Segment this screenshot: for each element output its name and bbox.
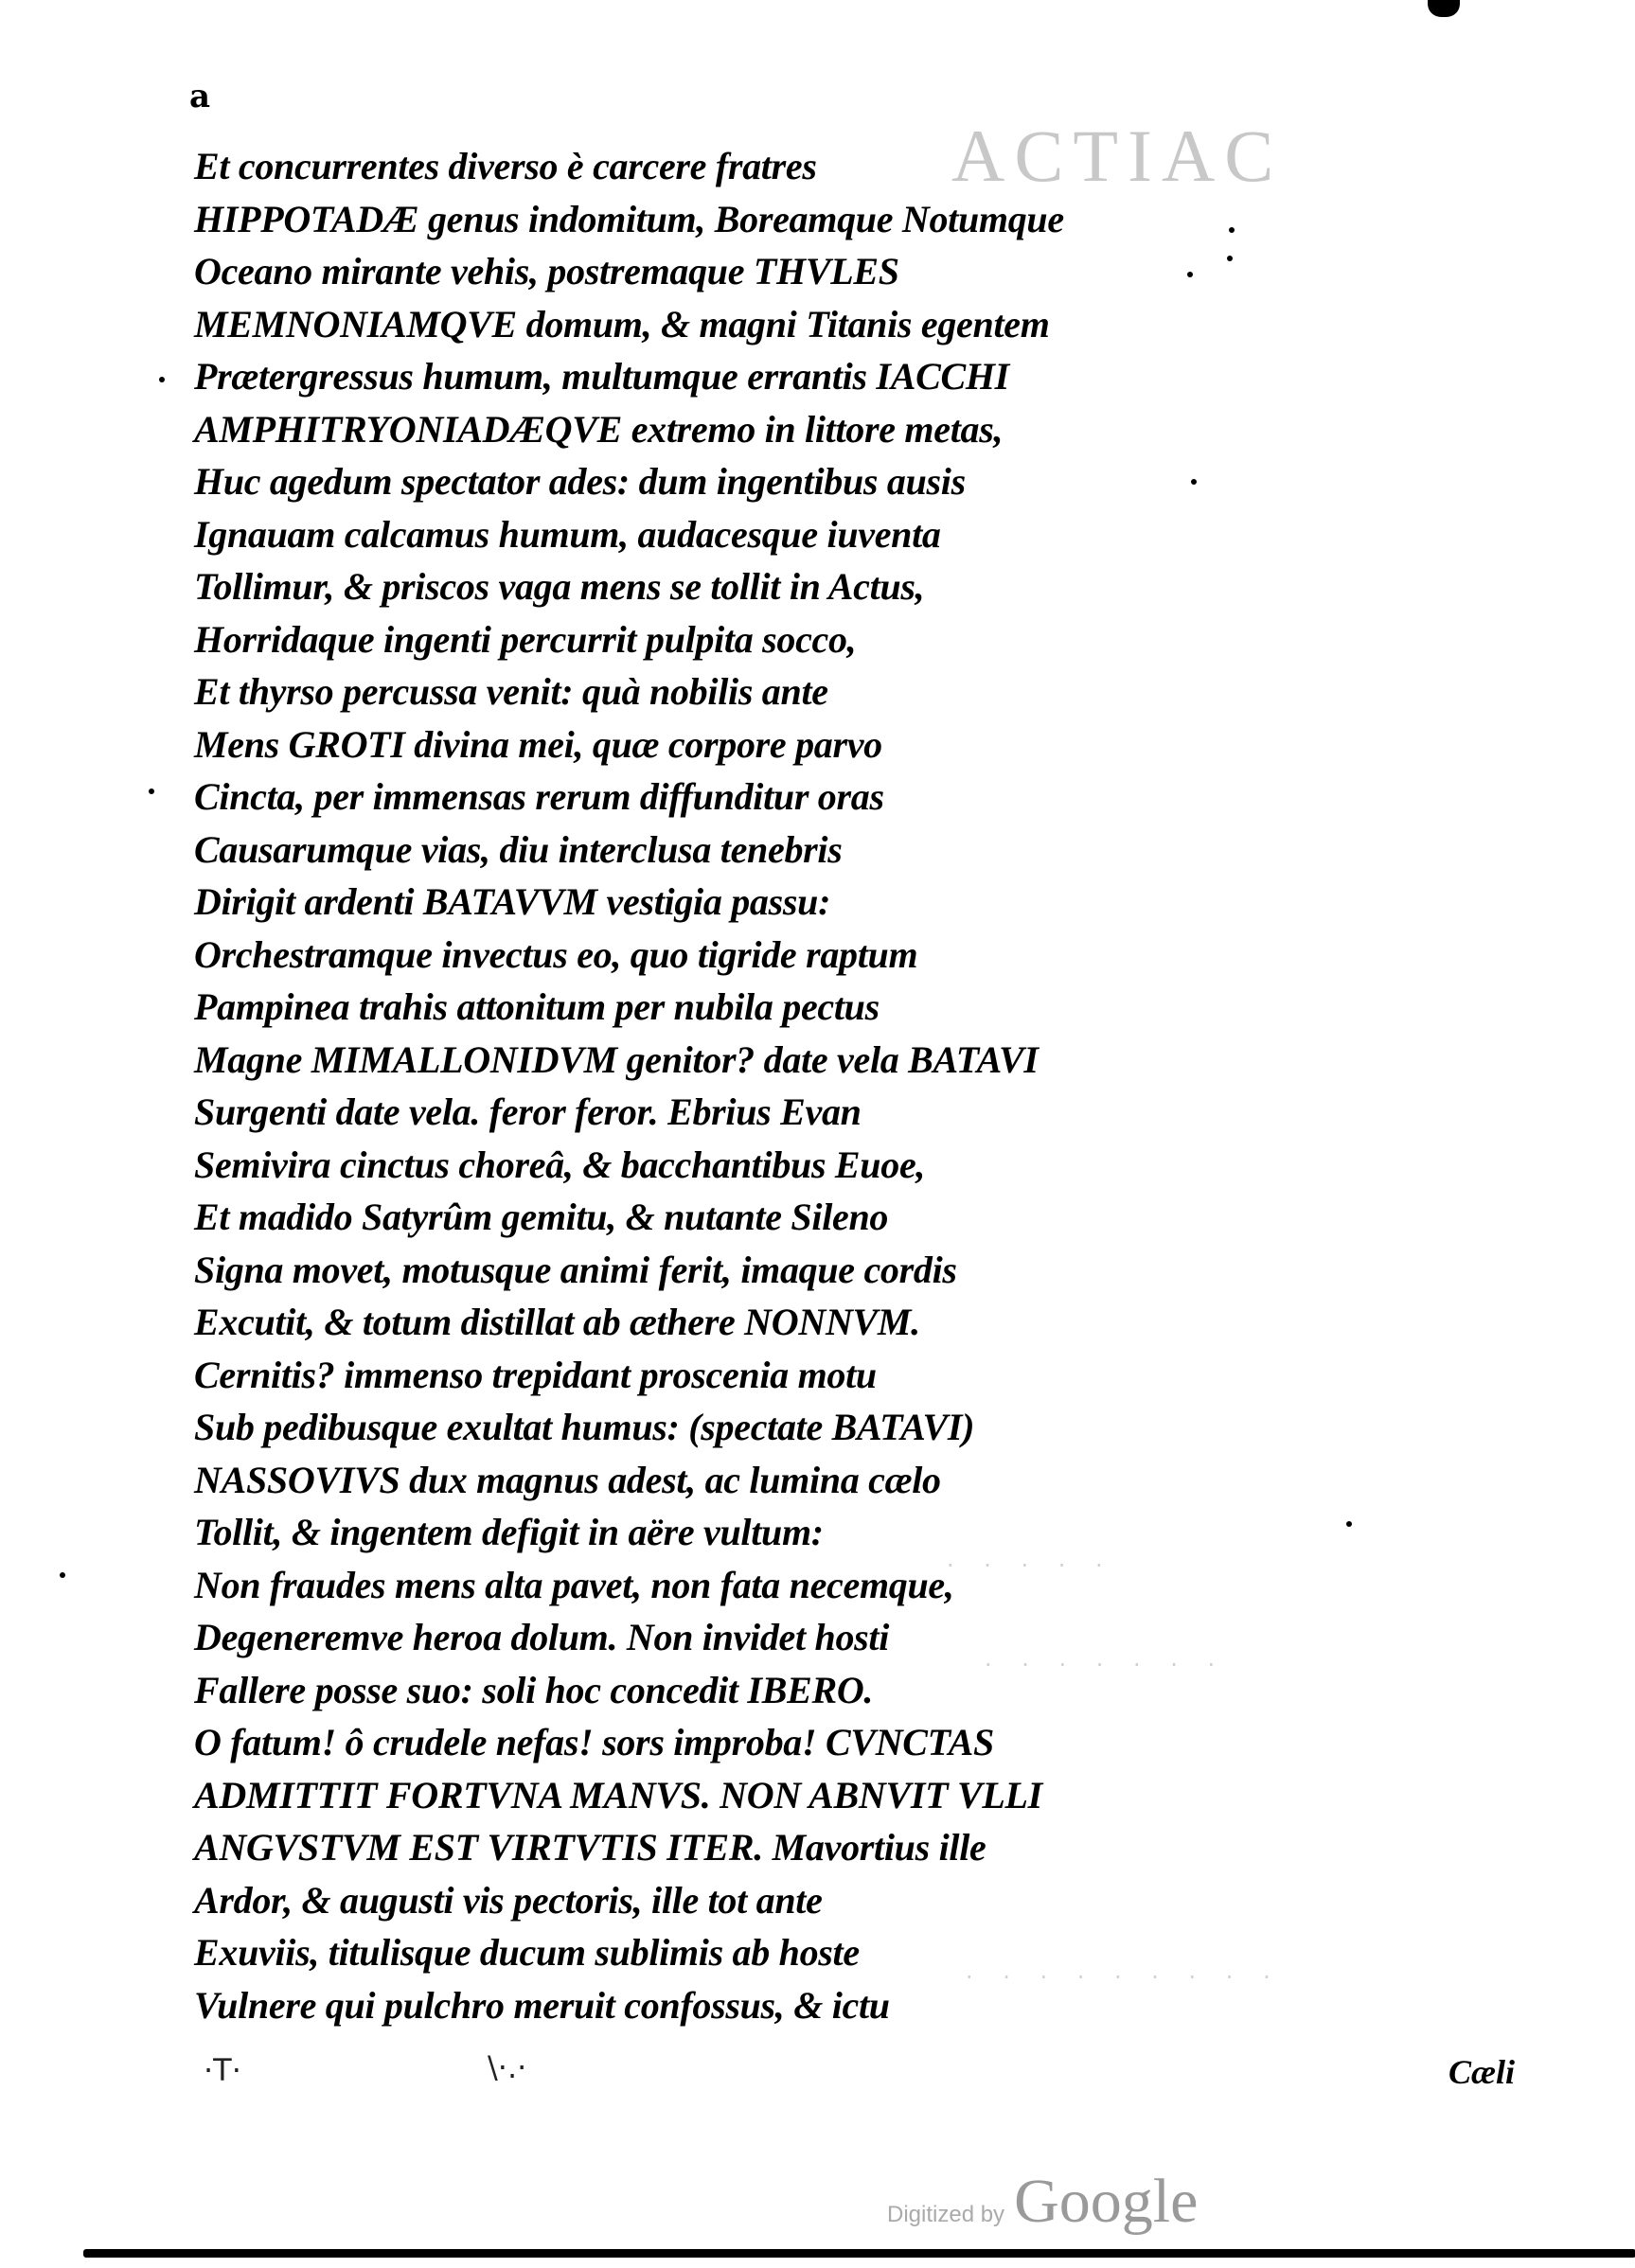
poem-line: Ignauam calcamus humum, audacesque iuventa: [194, 512, 941, 556]
poem-line: Signa movet, motusque animi ferit, imaque cordis: [194, 1248, 957, 1291]
poem-line: HIPPOTADÆ genus indomitum, Boreamque Notumque: [194, 197, 1064, 240]
ink-speck: [1346, 1521, 1352, 1527]
scan-edge-rule: [83, 2249, 1635, 2258]
margin-specks: ·T·: [204, 2052, 241, 2088]
poem-text: [194, 140, 1198, 2031]
poem-line: Causarumque vias, diu interclusa tenebris: [194, 827, 843, 871]
poem-line: Dirigit ardenti BATAVVM vestigia passu:: [194, 880, 831, 923]
poem-line: MEMNONIAMQVE domum, & magni Titanis egentem: [194, 302, 1050, 346]
faint-bleed: · · · · ·: [947, 1552, 1114, 1579]
poem-line: ANGVSTVM EST VIRTVTIS ITER. Mavortius ille: [194, 1826, 986, 1869]
poem-line: Et concurrentes diverso è carcere fratres: [194, 145, 817, 187]
digitized-watermark: [887, 2166, 1198, 2238]
poem-line: O fatum! ô crudele nefas! sors improba! CVNCTAS: [194, 1721, 994, 1763]
bleed-through-text: ACTIAC: [951, 115, 1284, 197]
poem-line: Cernitis? immenso trepidant proscenia motu: [194, 1353, 877, 1396]
poem-line: Surgenti date vela. feror feror. Ebrius Evan: [194, 1090, 862, 1133]
google-logo: Google: [1014, 2167, 1199, 2236]
margin-specks: \·.·: [488, 2049, 527, 2085]
poem-line: Orchestramque invectus eo, quo tigride raptum: [194, 932, 918, 976]
poem-line: Tollimur, & priscos vaga mens se tollit in Actus,: [194, 565, 925, 608]
ink-speck: [60, 1572, 65, 1578]
poem-line: Tollit, & ingentem defigit in aëre vultum:: [194, 1511, 824, 1553]
poem-line: ADMITTIT FORTVNA MANVS. NON ABNVIT VLLI: [194, 1773, 1042, 1816]
ink-speck: [149, 788, 154, 794]
digitized-label: Digitized by: [887, 2202, 1005, 2227]
poem-line: Vulnere qui pulchro meruit confossus, & ictu: [194, 1983, 890, 2027]
ink-blot: [1428, 0, 1460, 17]
ink-speck: [1229, 227, 1235, 233]
poem-line: Prætergressus humum, multumque errantis IACCHI: [194, 355, 1009, 398]
poem-line: Cincta, per immensas rerum diffunditur oras: [194, 775, 884, 818]
poem-line: Oceano mirante vehis, postremaque THVLES: [194, 250, 899, 292]
poem-line: Excutit, & totum distillat ab æthere NONNVM.: [194, 1301, 920, 1343]
poem-line: Huc agedum spectator ades: dum ingentibus ausis: [194, 460, 966, 503]
poem-line: Mens GROTI divina mei, quæ corpore parvo: [194, 722, 882, 766]
poem-line: Ardor, & augusti vis pectoris, ille tot ante: [194, 1878, 823, 1922]
poem-line: Fallere posse suo: soli hoc concedit IBERO.: [194, 1668, 874, 1711]
poem-line: Pampinea trahis attonitum per nubila pectus: [194, 985, 880, 1028]
catchword: Cæli: [1448, 2053, 1516, 2091]
page-number: a: [189, 78, 211, 115]
poem-line: Et madido Satyrûm gemitu, & nutante Sileno: [194, 1196, 889, 1238]
ink-speck: [159, 377, 165, 382]
poem-line: Exuviis, titulisque ducum sublimis ab hoste: [194, 1931, 860, 1974]
poem-line: Horridaque ingenti percurrit pulpita socco,: [194, 617, 857, 661]
poem-line: Semivira cinctus choreâ, & bacchantibus Euoe,: [194, 1143, 926, 1186]
poem-line: Magne MIMALLONIDVM genitor? date vela BATAVI: [194, 1037, 1039, 1081]
faint-bleed: · · · · · · · · ·: [966, 1964, 1282, 1991]
ink-speck: [1227, 256, 1233, 261]
poem-line: Degeneremve heroa dolum. Non invidet hosti: [194, 1616, 890, 1658]
poem-line: Sub pedibusque exultat humus: (spectate BATAVI): [194, 1406, 975, 1448]
poem-line: NASSOVIVS dux magnus adest, ac lumina cælo: [194, 1458, 941, 1501]
poem-line: Non fraudes mens alta pavet, non fata necemque,: [194, 1563, 954, 1606]
poem-line: AMPHITRYONIADÆQVE extremo in littore metas,: [194, 407, 1004, 451]
faint-bleed: · · · · · · ·: [985, 1652, 1227, 1678]
poem-line: Et thyrso percussa venit: quà nobilis ante: [194, 670, 828, 713]
